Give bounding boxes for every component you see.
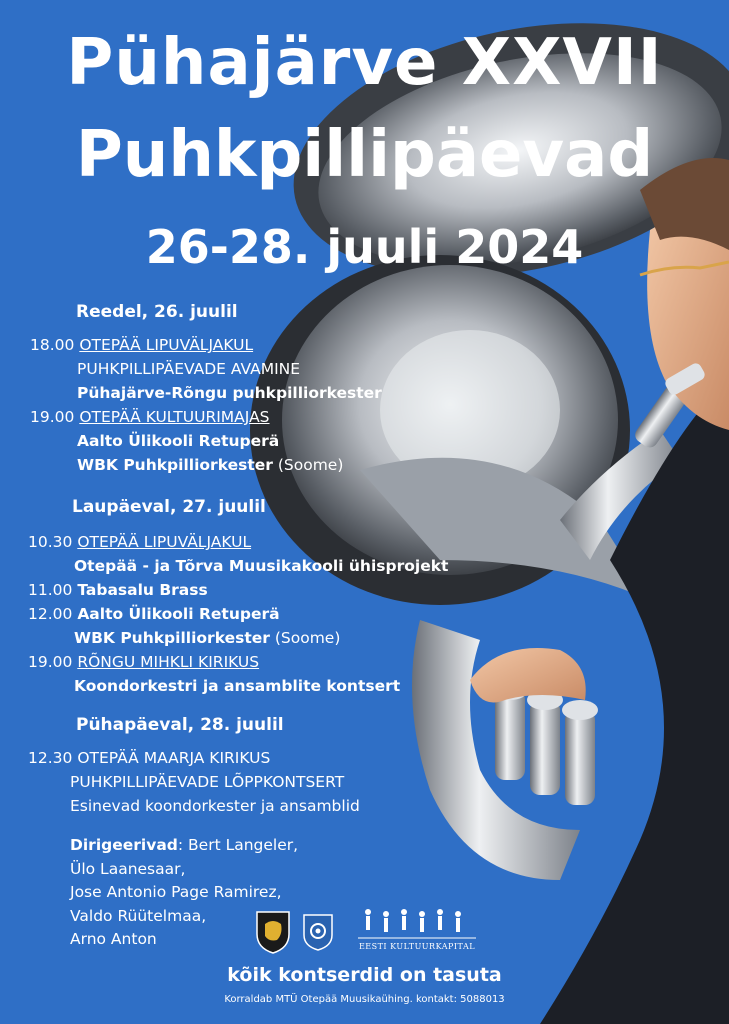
item-time: 19.00 — [30, 408, 75, 426]
item-time: 12.30 — [28, 749, 73, 767]
poster-dates: 26-28. juuli 2024 — [145, 220, 584, 274]
item-venue: RÕNGU MIHKLI KIRIKUS — [77, 653, 260, 671]
item-note: (Soome) — [274, 629, 341, 647]
item-performer: WBK Puhkpilliorkester — [74, 629, 270, 647]
municipality-emblem-logo — [302, 913, 334, 951]
conductor-name: Jose Antonio Page Ramirez, — [70, 883, 282, 901]
otepaa-coat-of-arms-logo — [255, 910, 291, 954]
conductors-label: Dirigeerivad — [70, 836, 178, 854]
day-heading-friday: Reedel, 26. juulil — [76, 302, 238, 322]
schedule-item — [30, 333, 382, 405]
conductors-list: Dirigeerivad: Bert Langeler, Ülo Laanesaar, Jose Antonio Page Ramirez, Valdo Rüütelmaa, Arno Anton — [70, 836, 299, 948]
poster-title-line1: Pühajärve XXVII — [66, 26, 663, 100]
kulka-logo-text: EESTI KULTUURKAPITAL — [358, 942, 476, 951]
item-performer: Otepää - ja Tõrva Muusikakooli ühisprojekt — [74, 557, 449, 575]
item-venue: OTEPÄÄ LIPUVÄLJAKUL — [77, 533, 252, 551]
schedule-item — [30, 405, 343, 477]
item-venue: OTEPÄÄ LIPUVÄLJAKUL — [79, 336, 254, 354]
item-line: PUHKPILLIPÄEVADE LÕPPKONTSERT — [70, 773, 345, 791]
item-performer: Aalto Ülikooli Retuperä — [77, 432, 280, 450]
item-time: 11.00 — [28, 581, 73, 599]
item-time: 10.30 — [28, 533, 73, 551]
item-line: PUHKPILLIPÄEVADE AVAMINE — [77, 360, 301, 378]
item-note: (Soome) — [277, 456, 344, 474]
poster-title-line2: Puhkpillipäevad — [75, 118, 654, 192]
item-line: Esinevad koondorkester ja ansamblid — [70, 797, 360, 815]
schedule-item — [28, 746, 360, 818]
day-heading-saturday: Laupäeval, 27. juulil — [72, 497, 266, 517]
schedule-item — [28, 602, 340, 650]
item-performer: WBK Puhkpilliorkester — [77, 456, 273, 474]
schedule-item — [28, 578, 208, 602]
item-time: 18.00 — [30, 336, 75, 354]
conductor-name: Ülo Laanesaar, — [70, 859, 186, 878]
conductor-name: Valdo Rüütelmaa, — [70, 906, 207, 925]
conductor-name: Arno Anton — [70, 930, 157, 948]
day-heading-sunday: Pühapäeval, 28. juulil — [76, 715, 284, 735]
item-performer: Tabasalu Brass — [77, 581, 208, 599]
item-performer: Pühajärve-Rõngu puhkpilliorkester — [77, 384, 382, 402]
item-performer: Aalto Ülikooli Retuperä — [77, 605, 280, 623]
kulka-figures-logo — [358, 906, 476, 940]
schedule-item — [28, 650, 400, 698]
free-concerts-note: kõik kontserdid on tasuta — [227, 964, 502, 986]
organizer-contact: Korraldab MTÜ Otepää Muusikaühing. kontakt: 5088013 — [224, 994, 505, 1005]
item-venue: OTEPÄÄ KULTUURIMAJAS — [79, 408, 270, 426]
item-performer: Koondorkestri ja ansamblite kontsert — [74, 677, 401, 695]
item-venue: OTEPÄÄ MAARJA KIRIKUS — [77, 749, 271, 767]
item-time: 19.00 — [28, 653, 73, 671]
conductor-name: Bert Langeler, — [188, 836, 299, 854]
schedule-item — [28, 530, 448, 578]
item-time: 12.00 — [28, 605, 73, 623]
